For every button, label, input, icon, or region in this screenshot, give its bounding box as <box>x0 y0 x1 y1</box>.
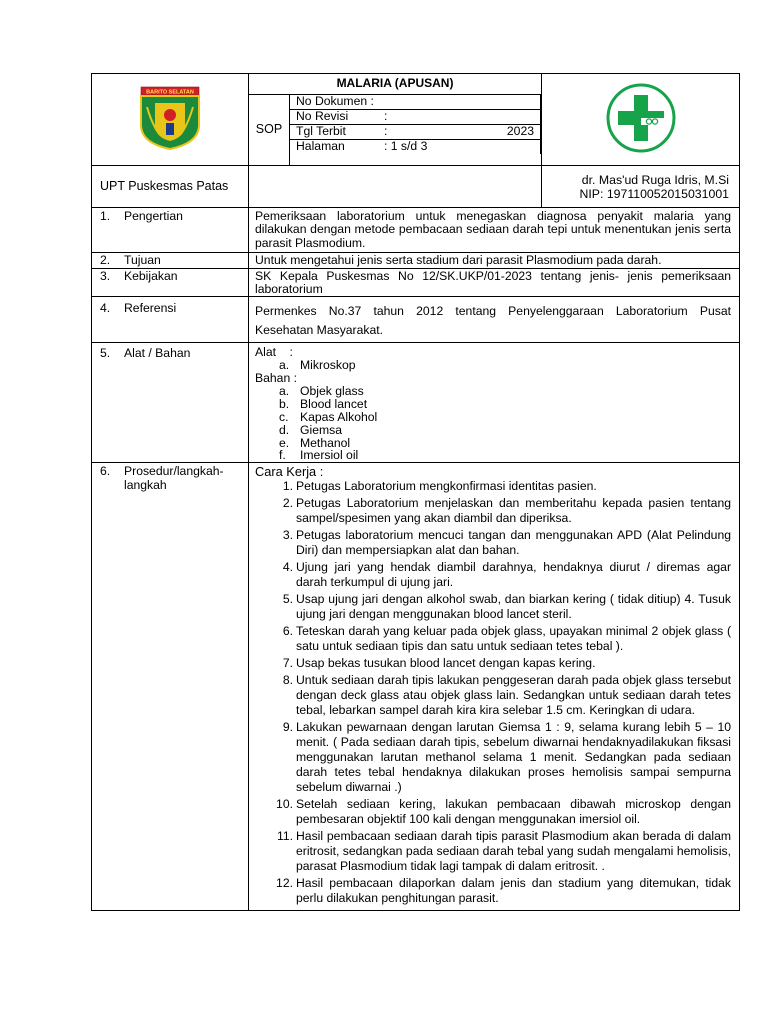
signatory-nip: NIP: 197110052015031001 <box>579 186 730 201</box>
row-label-referensi: 4. Referensi <box>92 297 249 343</box>
right-logo-cell <box>542 74 740 166</box>
signatory-name: dr. Mas'ud Ruga Idris, M.Si <box>581 172 730 187</box>
prosedur-heading: Cara Kerja : <box>255 464 324 480</box>
row-text-referensi: Permenkes No.37 tahun 2012 tentang Penyelenggaraan Laboratorium Pusat Kesehatan Masyarakat. <box>249 297 740 343</box>
sop-document <box>91 73 739 911</box>
list-item: 1. Petugas Laboratorium mengkonfirmasi identitas pasien. <box>282 479 597 494</box>
alat-heading: Alat : <box>255 345 293 360</box>
steps-list <box>255 479 731 906</box>
list-item: e. Methanol <box>279 435 351 450</box>
row-text-tujuan: Untuk mengetahui jenis serta stadium dari parasit Plasmodium pada darah. <box>249 252 740 268</box>
list-item: 7. Usap bekas tusukan blood lancet dengan kapas kering. <box>282 656 596 671</box>
list-item: a. Mikroskop <box>279 358 356 373</box>
list-item: 9. Lakukan pewarnaan dengan larutan Giemsa 1 : 9, selama kurang lebih 5 – 10 menit. ( Pada sediaan darah tipis, sebelum diwarnai hendaknyadilakukan fiksasi menggunakan larutan methanol selama 1 menit. Sedangkan pada sediaan darah tetes tebal hendaknya dilakukan proses hemolisis sampai sempurna sebelum diwarnai .) <box>282 720 732 795</box>
meta-no-revisi: No Revisi : <box>290 110 541 125</box>
list-item: 8. Untuk sediaan darah tipis lakukan penggeseran darah pada objek glass tersebut dengan deck glass atau objek glass lain. Sedangkan untuk sediaan darah tetes tebal, lebarkan sampel darah kira kira selebar 1.5 cm. Keringkan di udara. <box>282 673 732 718</box>
meta-tgl-terbit: Tgl Terbit : 2023 <box>290 125 541 140</box>
prosedur-content <box>249 463 740 911</box>
institution-name: UPT Puskesmas Patas <box>92 166 249 208</box>
list-item: 3. Petugas laboratorium mencuci tangan dan menggunakan APD (Alat Pelindung Diri) dan mempersiapkan alat dan bahan. <box>282 528 732 558</box>
list-item: 6. Teteskan darah yang keluar pada objek glass, upayakan minimal 2 objek glass ( satu untuk sediaan tipis dan satu untuk sediaan tetes tebal ). <box>282 624 732 654</box>
row-text-pengertian: Pemeriksaan laboratorium untuk menegaskan diagnosa penyakit malaria yang dilakukan dengan metode pembacaan sediaan darah tepi untuk menentukan jenis serta parasit Plasmodium. <box>249 208 740 253</box>
list-item: 2. Petugas Laboratorium menjelaskan dan memberitahu kepada pasien tentang sampel/spesimen yang akan diambil dan diperiksa. <box>282 496 732 526</box>
list-item: 11. Hasil pembacaan sediaan darah tipis parasit Plasmodium akan berada di dalam eritrosit, sedangkan pada sediaan darah tebal yang sudah mengalami hemolisis, parasat Plasmodium tidak lagi tampak di dalam eritrosit. . <box>276 829 732 874</box>
meta-cell <box>290 95 542 166</box>
empty-cell <box>249 166 542 208</box>
meta-halaman: Halaman : 1 s/d 3 <box>290 140 541 155</box>
row-label-prosedur: 6. Prosedur/langkah-langkah <box>92 463 249 911</box>
list-item: 12. Hasil pembacaan dilaporkan dalam jenis dan stadium yang ditemukan, tidak perlu dilakukan penghitungan parasit. <box>276 876 732 906</box>
row-label-tujuan: 2. Tujuan <box>92 252 249 268</box>
list-item: c. Kapas Alkohol <box>279 409 378 424</box>
list-item: b. Blood lancet <box>279 396 368 411</box>
list-item: 5. Usap ujung jari dengan alkohol swab, dan biarkan kering ( tidak ditiup) 4. Tusuk ujung jari dengan menggunakan blood lancet steril. <box>282 592 732 622</box>
alat-list <box>255 359 733 372</box>
row-label-kebijakan: 3. Kebijakan <box>92 269 249 297</box>
list-item: 4. Ujung jari yang hendak diambil darahnya, hendaknya diurut / diremas agar darah terkumpul di ujung jari. <box>282 560 732 590</box>
bahan-heading: Bahan : <box>255 371 298 385</box>
sop-label: SOP <box>249 95 290 166</box>
meta-no-dokumen: No Dokumen : <box>290 95 541 110</box>
alat-bahan-content <box>249 343 740 463</box>
list-item: 10. Setelah sediaan kering, lakukan pembacaan dibawah microskop dengan pembesaran objektif 100 kali dengan menggunakan imersiol oil. <box>276 797 732 827</box>
puskesmas-logo-icon <box>605 82 677 154</box>
list-item: f. Imersiol oil <box>279 448 359 463</box>
left-logo-cell <box>92 74 249 166</box>
document-title: MALARIA (APUSAN) <box>249 74 542 95</box>
list-item: d. Giemsa <box>279 422 342 437</box>
emblem-banner-text: BARITO SELATAN <box>146 89 194 96</box>
signatory <box>542 166 740 208</box>
row-label-pengertian: 1. Pengertian <box>92 208 249 253</box>
barito-selatan-emblem-icon <box>135 85 205 151</box>
list-item: a. Objek glass <box>279 383 364 398</box>
bahan-list <box>255 385 733 462</box>
row-label-alat-bahan: 5. Alat / Bahan <box>92 343 249 463</box>
row-text-kebijakan: SK Kepala Puskesmas No 12/SK.UKP/01-2023 tentang jenis- jenis pemeriksaan laboratorium <box>249 269 740 297</box>
sop-table <box>91 73 740 911</box>
meta-table <box>290 95 541 154</box>
